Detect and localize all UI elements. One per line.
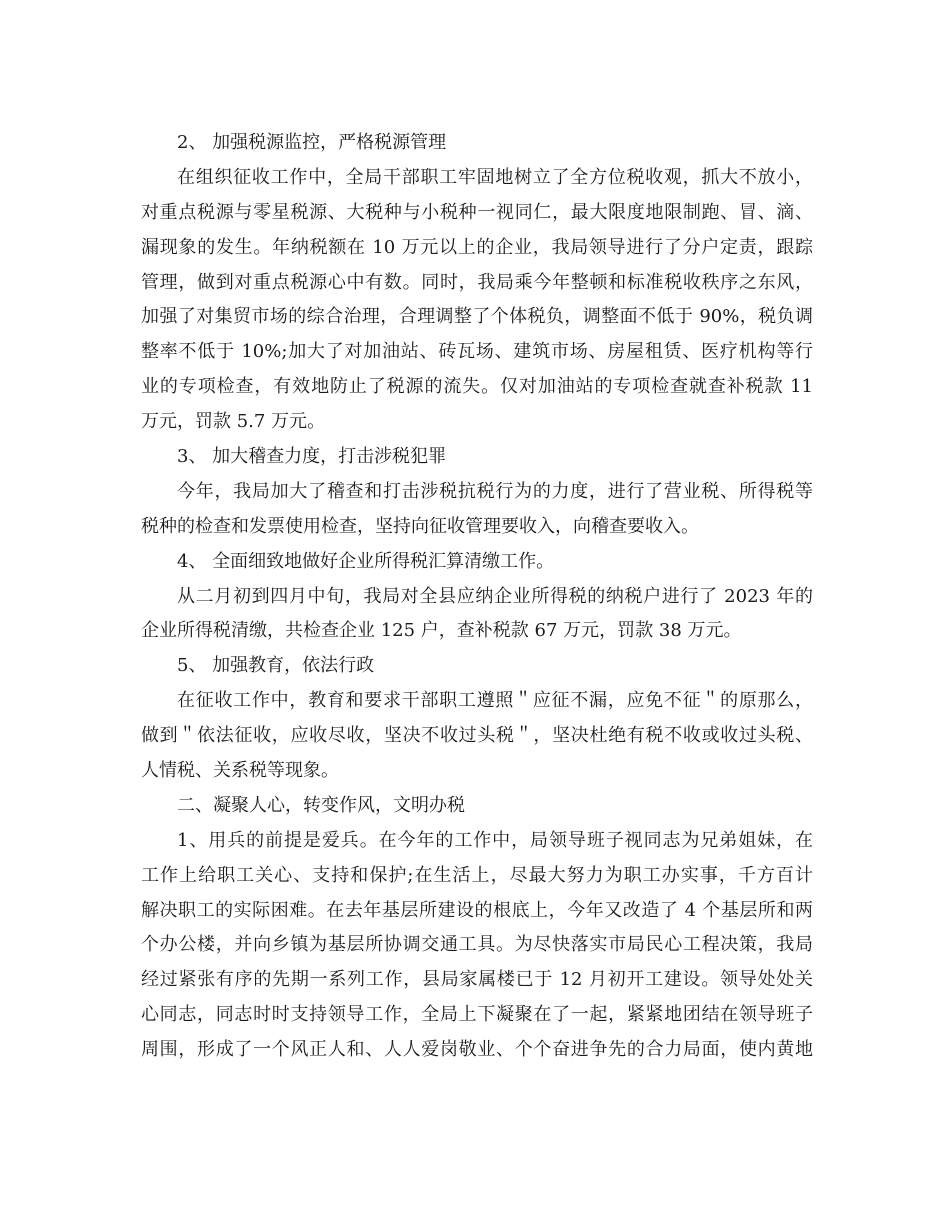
- text-line: 对重点税源与零星税源、大税种与小税种一视同仁，最大限度地限制跑、冒、滴、: [141, 201, 813, 223]
- text-line: 税种的检查和发票使用检查，坚持向征收管理要收入，向稽查要收入。: [141, 515, 699, 537]
- text-line: 加强了对集贸市场的综合治理，合理调整了个体税负，调整面不低于 90%，税负调: [141, 306, 813, 328]
- text-line: 今年，我局加大了稽查和打击涉税抗税行为的力度，进行了营业税、所得税等: [177, 480, 813, 502]
- text-line: 漏现象的发生。年纳税额在 10 万元以上的企业，我局领导进行了分户定责，跟踪: [141, 236, 813, 258]
- text-line: 做到＂依法征收，应收尽收，坚决不收过头税＂，坚决杜绝有税不收或收过头税、: [141, 725, 813, 747]
- text-line: 从二月初到四月中旬，我局对全县应纳企业所得税的纳税户进行了 2023 年的: [177, 585, 813, 607]
- text-line: 整率不低于 10%;加大了对加油站、砖瓦场、建筑市场、房屋租赁、医疗机构等行: [141, 341, 813, 363]
- text-line: 二、凝聚人心，转变作风，文明办税: [177, 794, 465, 816]
- text-line: 工作上给职工关心、支持和保护;在生活上，尽最大努力为职工办实事，千方百计: [141, 864, 813, 886]
- text-line: 1、用兵的前提是爱兵。在今年的工作中，局领导班子视同志为兄弟姐妹，在: [177, 829, 813, 851]
- text-line: 4、 全面细致地做好企业所得税汇算清缴工作。: [177, 550, 555, 572]
- document-body: [141, 126, 813, 1068]
- text-line: 万元，罚款 5.7 万元。: [141, 411, 326, 433]
- text-line: 管理，做到对重点税源心中有数。同时，我局乘今年整顿和标准税收秩序之东风，: [141, 271, 813, 293]
- text-line: 解决职工的实际困难。在去年基层所建设的根底上，今年又改造了 4 个基层所和两: [141, 899, 813, 921]
- text-line: 业的专项检查，有效地防止了税源的流失。仅对加油站的专项检查就查补税款 11: [141, 376, 813, 398]
- text-line: 在征收工作中，教育和要求干部职工遵照＂应征不漏，应免不征＂的原那么，: [177, 690, 813, 712]
- text-line: 5、 加强教育，依法行政: [177, 655, 375, 677]
- text-line: 3、 加大稽查力度，打击涉税犯罪: [177, 446, 447, 468]
- text-line: 个办公楼，并向乡镇为基层所协调交通工具。为尽快落实市局民心工程决策，我局: [141, 934, 813, 956]
- text-line: 周围，形成了一个风正人和、人人爱岗敬业、个个奋进争先的合力局面，使内黄地: [141, 1039, 813, 1061]
- text-line: 经过紧张有序的先期一系列工作，县局家属楼已于 12 月初开工建设。领导处处关: [141, 969, 813, 991]
- text-line: 2、 加强税源监控，严格税源管理: [177, 132, 447, 153]
- text-line: 在组织征收工作中，全局干部职工牢固地树立了全方位税收观，抓大不放小，: [177, 166, 813, 188]
- text-line: 企业所得税清缴，共检查企业 125 户，查补税款 67 万元，罚款 38 万元。: [141, 620, 742, 642]
- text-line: 人情税、关系税等现象。: [141, 760, 339, 782]
- text-line: 心同志，同志时时支持领导工作，全局上下凝聚在了一起，紧紧地团结在领导班子: [141, 1004, 813, 1026]
